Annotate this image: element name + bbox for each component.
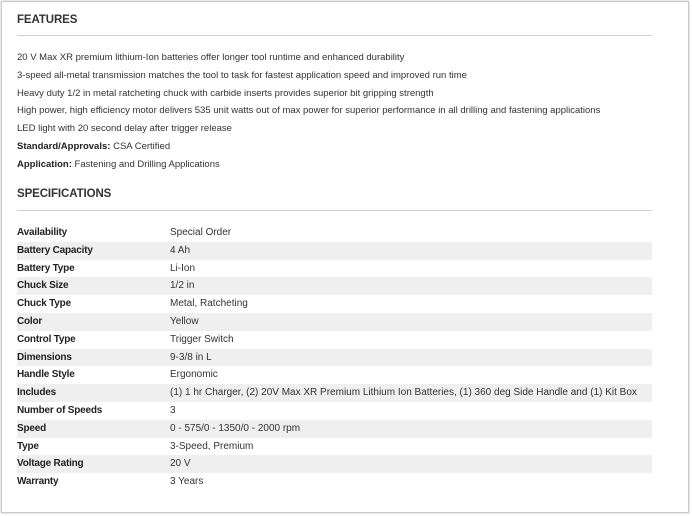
standards-label: Standard/Approvals:: [17, 140, 111, 152]
spec-key: Voltage Rating: [17, 458, 84, 470]
specifications-table: [17, 224, 652, 491]
spec-key: Handle Style: [17, 369, 75, 381]
spec-key: Control Type: [17, 333, 76, 345]
spec-value: (1) 1 hr Charger, (2) 20V Max XR Premium Lithium Ion Batteries, (1) 360 deg Side Handle and (1) Kit Box: [170, 387, 637, 399]
specifications-heading: SPECIFICATIONS: [17, 188, 112, 200]
spec-key: Color: [17, 315, 43, 327]
spec-key: Battery Type: [17, 262, 75, 274]
spec-value: 0 - 575/0 - 1350/0 - 2000 rpm: [170, 422, 301, 434]
spec-value: Yellow: [170, 315, 199, 327]
spec-key: Speed: [17, 422, 47, 434]
spec-row: [17, 224, 652, 242]
spec-row: [17, 313, 652, 331]
specifications-body: [17, 224, 652, 491]
spec-value: Trigger Switch: [170, 333, 234, 345]
spec-key: Chuck Type: [17, 298, 71, 310]
product-details-panel: [1, 1, 689, 513]
spec-value: 3 Years: [170, 476, 204, 488]
spec-row: [17, 438, 652, 456]
application-value: Fastening and Drilling Applications: [74, 158, 220, 170]
spec-row: [17, 277, 652, 295]
application-label: Application:: [17, 158, 72, 170]
spec-value: Special Order: [170, 227, 232, 238]
spec-row: [17, 384, 652, 402]
specifications-divider: [17, 210, 652, 211]
spec-value: 1/2 in: [170, 280, 195, 292]
spec-key: Type: [17, 440, 39, 452]
spec-key: Battery Capacity: [17, 244, 93, 256]
spec-value: 3: [170, 404, 176, 416]
standards-approvals: [17, 138, 667, 156]
spec-value: 9-3/8 in L: [170, 351, 212, 363]
spec-row: [17, 295, 652, 313]
spec-value: 20 V: [170, 458, 191, 470]
spec-key: Number of Speeds: [17, 404, 103, 416]
spec-key: Includes: [17, 387, 56, 399]
spec-row: [17, 331, 652, 349]
spec-row: [17, 366, 652, 384]
spec-key: Dimensions: [17, 351, 72, 363]
spec-row: [17, 402, 652, 420]
application: [17, 156, 667, 174]
standards-value: CSA Certified: [113, 140, 171, 152]
spec-row: [17, 455, 652, 473]
spec-value: 3-Speed, Premium: [170, 440, 254, 452]
spec-key: Availability: [17, 227, 68, 238]
feature-item: Heavy duty 1/2 in metal ratcheting chuck with carbide inserts provides superior bit gripping strength: [17, 87, 434, 99]
spec-row: [17, 260, 652, 278]
spec-value: Ergonomic: [170, 369, 218, 381]
spec-row: [17, 473, 652, 491]
spec-row: [17, 242, 652, 260]
feature-item: 20 V Max XR premium lithium-Ion batteries offer longer tool runtime and enhanced durability: [17, 52, 405, 63]
feature-item: LED light with 20 second delay after trigger release: [17, 123, 232, 135]
feature-item: High power, high efficiency motor delivers 535 unit watts out of max power for superior performance in all drilling and fastening applications: [17, 105, 601, 117]
feature-item: 3-speed all-metal transmission matches the tool to task for fastest application speed and improved run time: [17, 69, 467, 81]
spec-value: Metal, Ratcheting: [170, 298, 248, 310]
spec-row: [17, 420, 652, 438]
spec-key: Warranty: [17, 476, 59, 488]
spec-row: [17, 349, 652, 367]
spec-value: Li-Ion: [170, 262, 196, 274]
features-divider: [17, 35, 652, 36]
features-heading: FEATURES: [17, 14, 78, 26]
spec-key: Chuck Size: [17, 280, 69, 292]
features-list: [17, 49, 667, 174]
spec-value: 4 Ah: [170, 244, 191, 256]
